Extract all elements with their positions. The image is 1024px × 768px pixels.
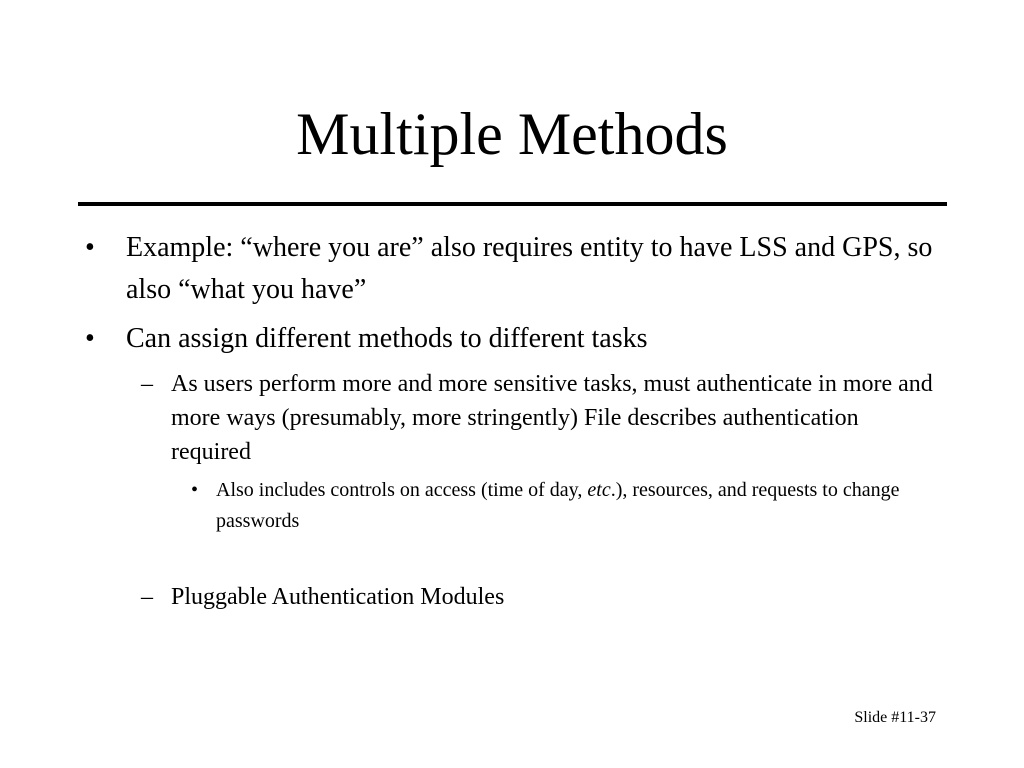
sub-bullet-sensitive-tasks (141, 367, 941, 469)
bullet-text: Example: “where you are” also requires entity to have LSS and GPS, so also “what you have” (126, 232, 933, 305)
text-before: Also includes controls on access (time of day, (216, 479, 588, 501)
text-italic-etc: etc (587, 479, 611, 501)
bullet-text: Can assign different methods to different tasks (126, 323, 648, 354)
bullet-assign-methods (85, 318, 946, 360)
sub-sub-bullet-controls (191, 475, 916, 537)
sub-sub-bullet-text (216, 479, 899, 532)
sub-bullet-pam (141, 580, 941, 614)
slide-number: Slide #11-37 (854, 709, 936, 726)
bullet-example-where-you-are (85, 227, 946, 311)
sub-bullet-text: As users perform more and more sensitive tasks, must authenticate in more and more ways (presumably, more stringently) File describes authentication required (171, 371, 933, 465)
dash-marker: – (141, 371, 153, 397)
sub-bullet-text: Pluggable Authentication Modules (171, 584, 505, 610)
text-after: .), resources, and requests to change passwords (216, 479, 900, 532)
dash-marker: – (141, 584, 153, 610)
bullet-marker: • (85, 232, 95, 263)
bullet-marker: • (85, 323, 95, 354)
bullet-marker: • (191, 479, 199, 501)
slide-title: Multiple Methods (296, 101, 728, 167)
